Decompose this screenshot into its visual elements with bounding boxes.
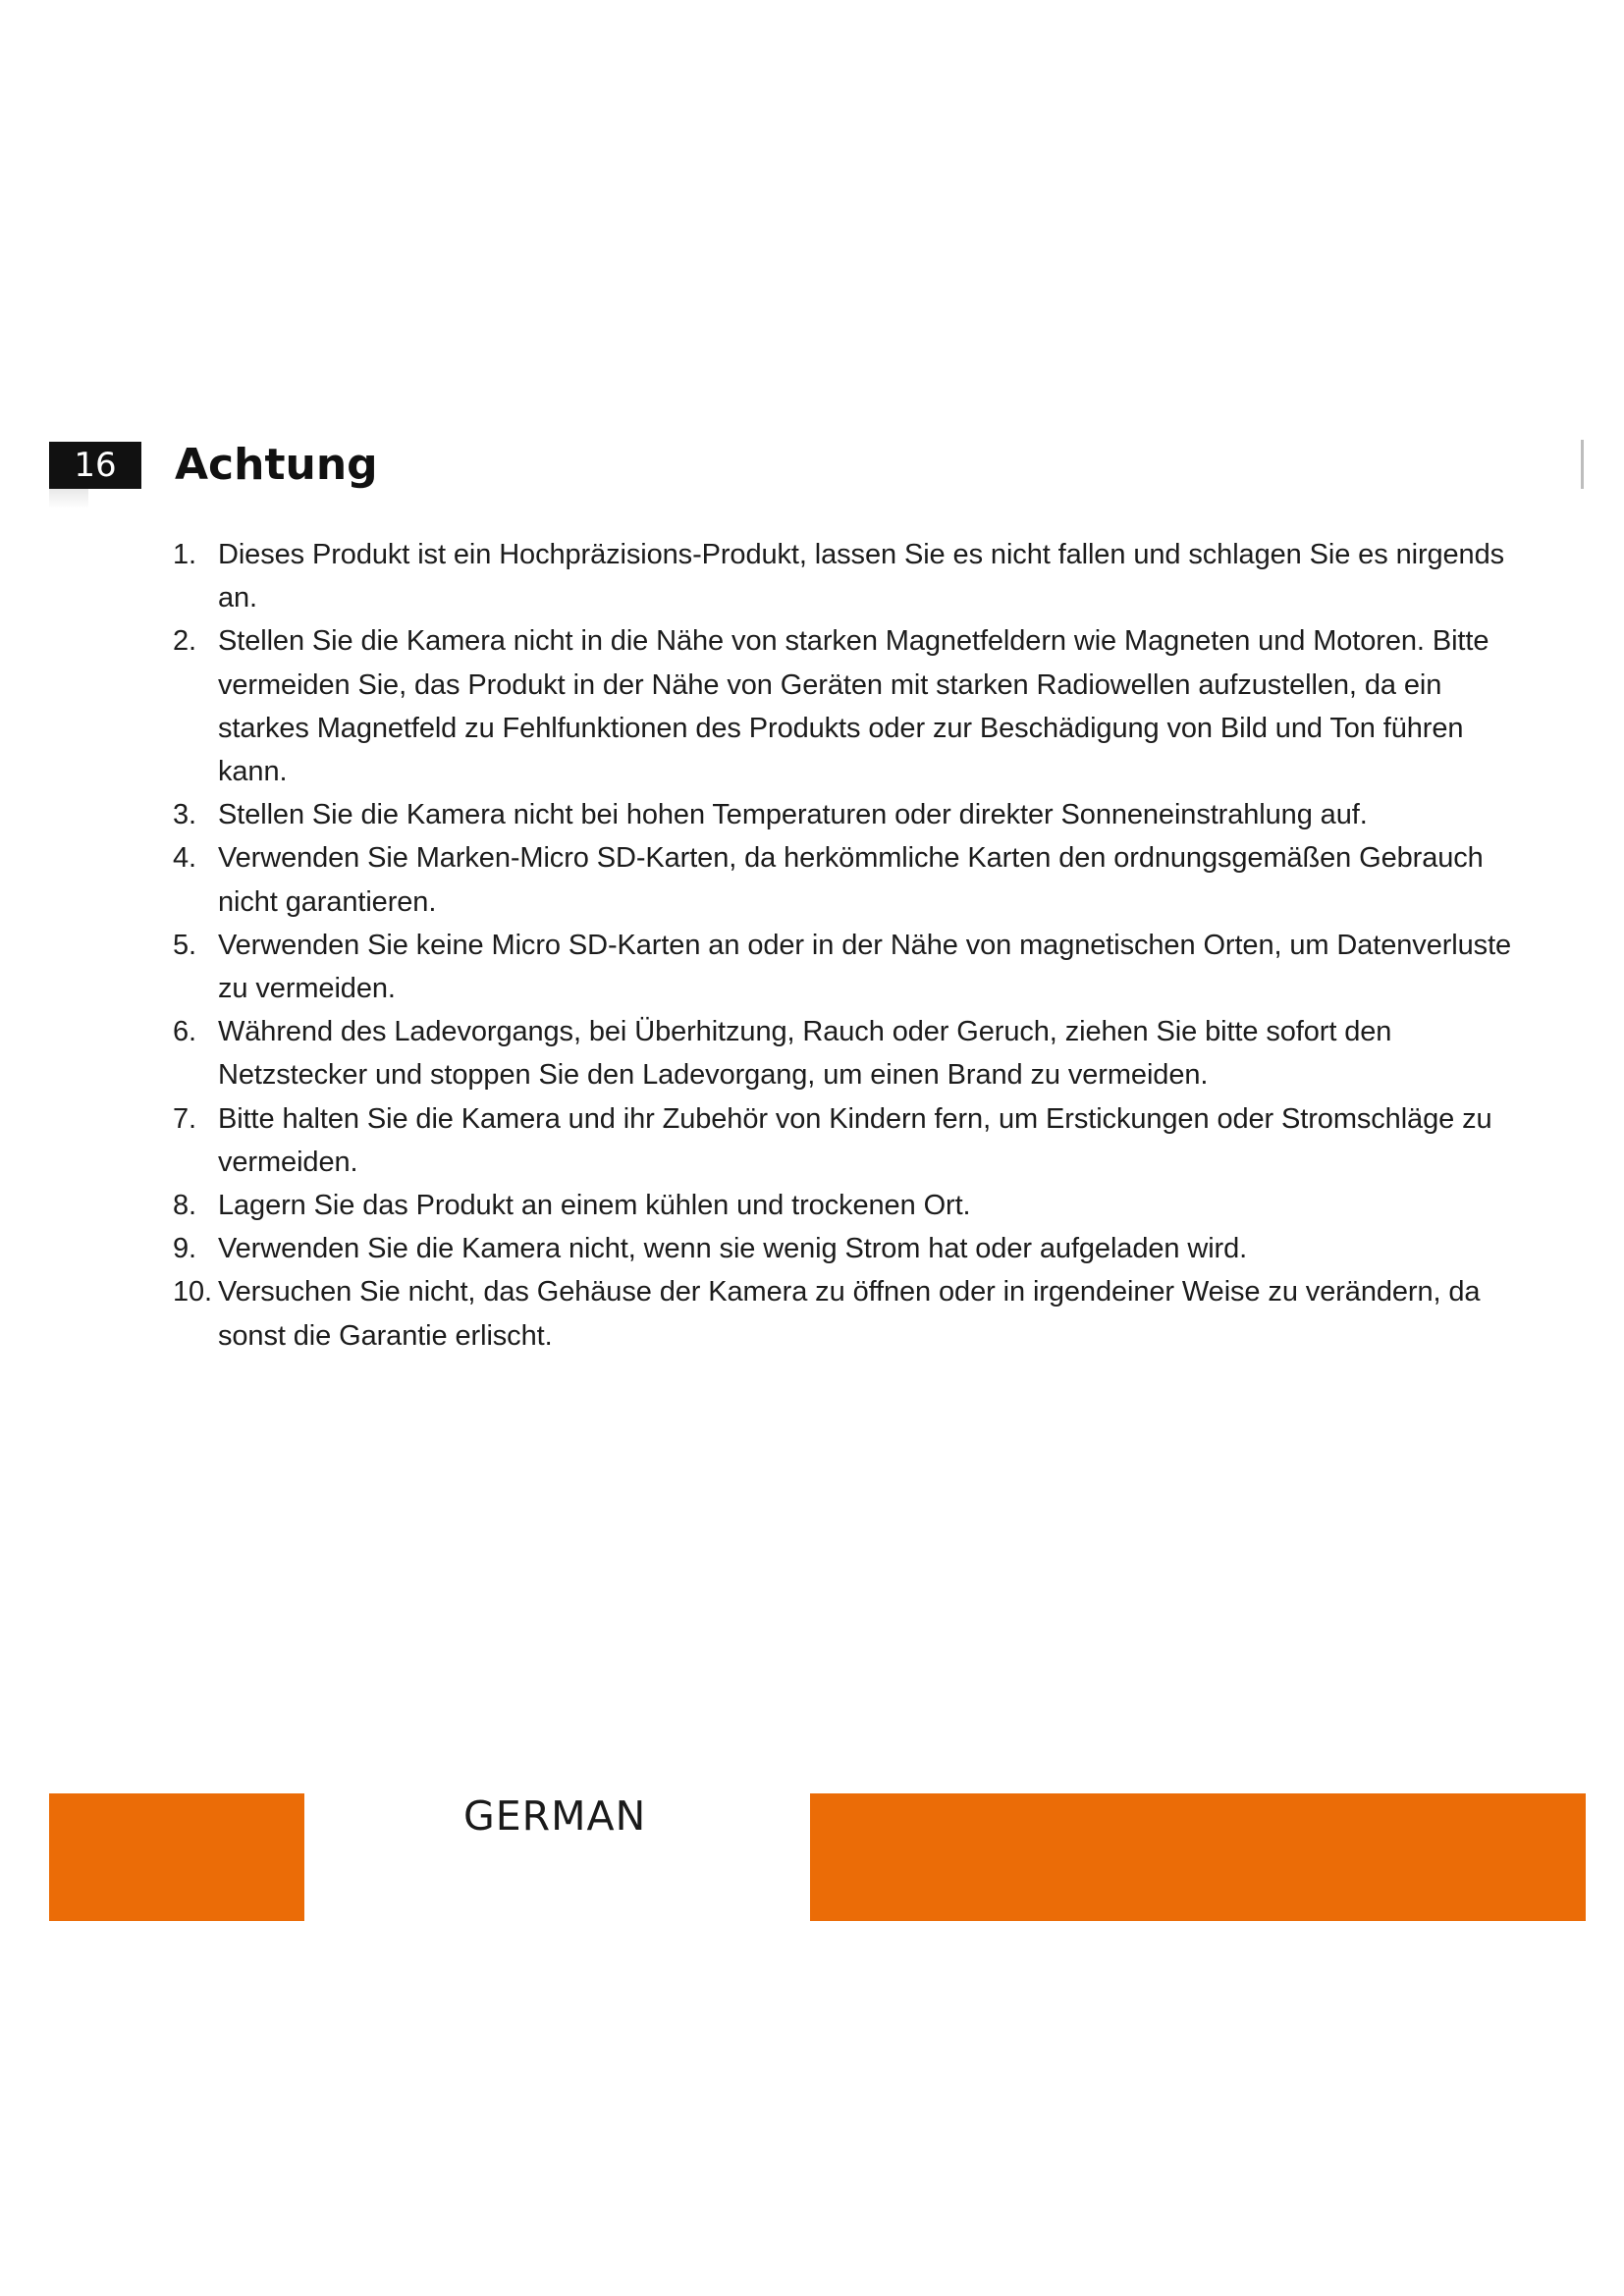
page-number-badge: 16 (49, 442, 141, 489)
footer-accent-bar-right (810, 1793, 1586, 1921)
warnings-list (173, 533, 1538, 1358)
list-item-number: 7. (173, 1102, 196, 1135)
right-margin-rule (1581, 440, 1584, 489)
list-item-number: 5. (173, 929, 196, 961)
list-item (173, 619, 1538, 793)
list-item-text: Stellen Sie die Kamera nicht in die Nähe von starken Magnetfeldern wie Magneten und Motoren. Bitte vermeiden Sie, das Produkt in der Nähe von Geräten mit starken Radiowellen aufzustellen, da ein starkes Magnetfeld zu Fehlfunktionen des Produkts oder zur Beschädigung von Bild und Ton führen kann. (218, 625, 1489, 788)
list-item-text: Bitte halten Sie die Kamera und ihr Zubehör von Kindern fern, um Erstickungen oder Stromschläge zu vermeiden. (218, 1102, 1492, 1178)
list-item-number: 1. (173, 539, 196, 570)
footer-accent-bar-left (49, 1793, 304, 1921)
list-item (173, 1097, 1538, 1184)
list-item-number: 6. (173, 1016, 196, 1048)
list-item (173, 1227, 1538, 1270)
list-item-number: 2. (173, 625, 196, 658)
list-item-number: 9. (173, 1233, 196, 1265)
list-item-text: Verwenden Sie keine Micro SD-Karten an oder in der Nähe von magnetischen Orten, um Datenverluste zu vermeiden. (218, 929, 1512, 1005)
list-item-text: Stellen Sie die Kamera nicht bei hohen Temperaturen oder direkter Sonneneinstrahlung auf. (218, 799, 1368, 831)
list-item-text: Dieses Produkt ist ein Hochpräzisions-Produkt, lassen Sie es nicht fallen und schlagen Sie es nirgends an. (218, 539, 1505, 614)
footer-language-label: GERMAN (463, 1792, 647, 1840)
list-item (173, 1184, 1538, 1227)
list-item-text: Verwenden Sie Marken-Micro SD-Karten, da herkömmliche Karten den ordnungsgemäßen Gebrauch nicht garantieren. (218, 842, 1484, 918)
list-item-number: 10. (173, 1276, 213, 1308)
list-item (173, 924, 1538, 1010)
list-item-text: Verwenden Sie die Kamera nicht, wenn sie wenig Strom hat oder aufgeladen wird. (218, 1233, 1248, 1265)
list-item-text: Versuchen Sie nicht, das Gehäuse der Kamera zu öffnen oder in irgendeiner Weise zu verändern, da sonst die Garantie erlischt. (218, 1276, 1481, 1352)
list-item (173, 1010, 1538, 1096)
list-item (173, 793, 1538, 836)
list-item (173, 1270, 1538, 1357)
page-title: Achtung (175, 440, 378, 490)
list-item-text: Lagern Sie das Produkt an einem kühlen und trockenen Ort. (218, 1190, 971, 1222)
list-item-number: 8. (173, 1190, 196, 1222)
list-item-number: 4. (173, 842, 196, 875)
list-item-text: Während des Ladevorgangs, bei Überhitzung, Rauch oder Geruch, ziehen Sie bitte sofort den Netzstecker und stoppen Sie den Ladevorgang, um einen Brand zu vermeiden. (218, 1016, 1392, 1092)
list-item (173, 533, 1538, 619)
list-item (173, 836, 1538, 923)
list-item-number: 3. (173, 799, 196, 831)
page-number-shadow (49, 489, 88, 508)
